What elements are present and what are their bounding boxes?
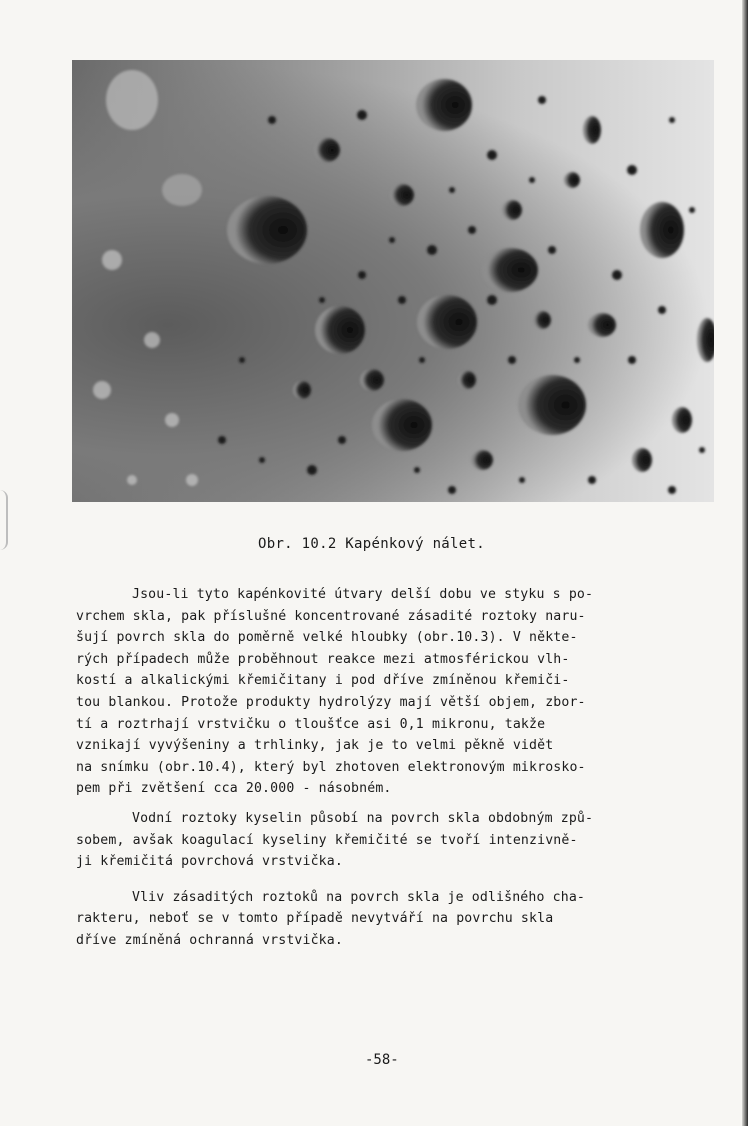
body-text: [76, 584, 716, 952]
text-line: vrchem skla, pak příslušné koncentrované zásadité roztoky naru-: [76, 608, 586, 624]
text-line: rých případech může proběhnout reakce mezi atmosférickou vlh-: [76, 651, 570, 667]
text-line: tí a roztrhají vrstvičku o tloušťce asi 0,1 mikronu, takže: [76, 716, 546, 732]
text-line: Vliv zásaditých roztoků na povrch skla je odlišného cha-: [132, 889, 586, 905]
droplet-photograph: [72, 60, 714, 502]
text-line: Jsou-li tyto kapénkovité útvary delší dobu ve styku s po-: [132, 587, 594, 602]
text-line: kostí a alkalickými křemičitany i pod dříve zmíněnou křemiči-: [76, 673, 570, 689]
text-line: sobem, avšak koagulací kyseliny křemičité se tvoří intenzivně-: [76, 832, 578, 848]
droplet-photo-graphic: [72, 60, 714, 502]
text-line: vznikají vyvýšeniny a trhlinky, jak je to velmi pěkně vidět: [76, 738, 554, 754]
figure-caption: Obr. 10.2 Kapénkový nálet.: [258, 536, 485, 552]
paragraph-2: [76, 808, 716, 873]
paragraph-1: [76, 584, 716, 800]
text-line: na snímku (obr.10.4), který byl zhotoven elektronovým mikrosko-: [76, 759, 586, 775]
text-line: dříve zmíněná ochranná vrstvička.: [76, 932, 343, 948]
text-line: tou blankou. Protože produkty hydrolýzy mají větší objem, zbor-: [76, 694, 586, 710]
page-edge-shadow: [742, 0, 748, 1126]
text-line: šují povrch skla do poměrně velké hloubky (obr.10.3). V někte-: [76, 630, 578, 646]
page-number: -58-: [365, 1052, 399, 1068]
page-curl: [0, 490, 8, 550]
text-line: rakteru, neboť se v tomto případě nevytváří na povrchu skla: [76, 911, 554, 927]
text-line: Vodní roztoky kyselin působí na povrch skla obdobným způ-: [132, 810, 594, 826]
text-line: ji křemičitá povrchová vrstvička.: [76, 854, 343, 870]
paragraph-3: [76, 887, 716, 952]
text-line: pem při zvětšení cca 20.000 - násobném.: [76, 781, 392, 797]
